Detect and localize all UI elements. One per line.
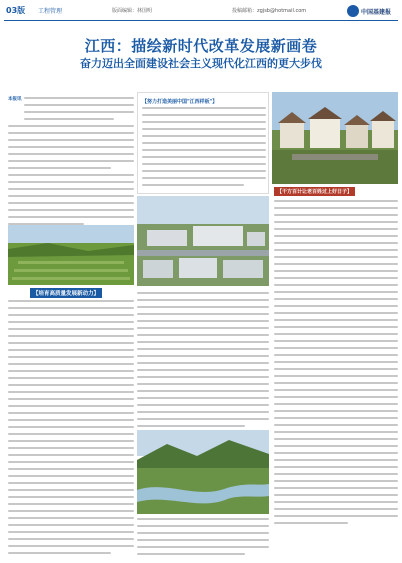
village-illustration <box>272 92 398 184</box>
article-column-1a <box>24 97 134 125</box>
article-column-2a <box>137 292 269 432</box>
article-column-3 <box>274 200 398 529</box>
submission-email: 投稿邮箱：zgjsb@hotmail.com <box>232 8 307 14</box>
sidebox-text <box>142 107 266 191</box>
logo-text: 中国基建报 <box>361 9 392 16</box>
header-rule <box>4 20 398 21</box>
village-buildings-photo <box>272 92 398 184</box>
section-heading-left: 【培育高质量发展新动力】 <box>30 288 102 298</box>
river-landscape-photo <box>137 430 269 514</box>
page-header <box>0 0 402 22</box>
industrial-illustration <box>137 196 269 286</box>
sidebar-box <box>137 92 269 194</box>
article-column-1c <box>8 300 134 559</box>
page-number: 03版 <box>6 6 26 15</box>
editor-credit: 版面编辑：林国明 <box>112 8 153 14</box>
green-fields-photo <box>8 225 134 285</box>
logo-icon <box>347 5 359 17</box>
article-column-1b <box>8 125 134 230</box>
section-name: 工程管理 <box>38 8 63 15</box>
industrial-park-photo <box>137 196 269 286</box>
article-column-2b <box>137 518 269 560</box>
fields-illustration <box>8 225 134 285</box>
byline: 本报讯 <box>8 97 22 102</box>
headline-title: 江西：描绘新时代改革发展新画卷 <box>84 37 318 55</box>
newspaper-logo <box>347 4 397 18</box>
section-heading-right: 【干方百计让老百姓过上好日子】 <box>274 187 355 196</box>
river-illustration <box>137 430 269 514</box>
sidebox-heading: 【努力打造美丽中国"江西样板"】 <box>142 99 218 105</box>
headline-subtitle: 奋力迈出全面建设社会主义现代化江西的更大步伐 <box>80 57 322 70</box>
